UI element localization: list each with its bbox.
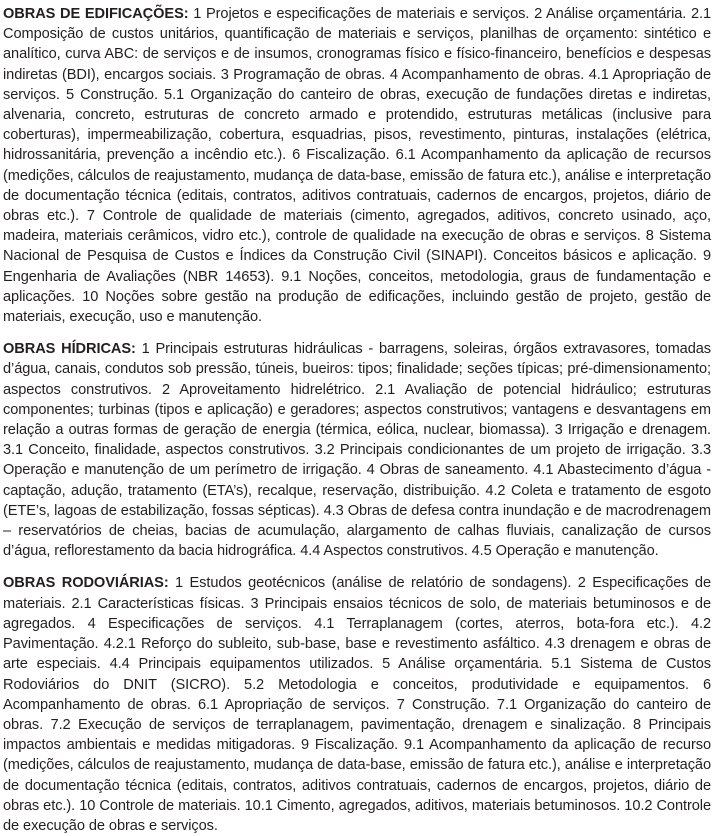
section-obras-rodoviarias — [3, 573, 711, 836]
section-body: 1 Projetos e especificações de materiais e serviços. 2 Análise orçamentária. 2.1 Composição de custos unitários, quantificação de materiais e serviços, planilhas de orçamento: sintético e analítico, curva ABC: de serviços e de insumos, cronogramas físico e físico-financeiro, benefícios e despesas indiretas (BDI), encargos sociais. 3 Programação de obras. 4 Acompanhamento de obras. 4.1 Apropriação de serviços. 5 Construção. 5.1 Organização do canteiro de obras, execução de fundações diretas e indiretas, alvenaria, concreto, estruturas de concreto armado e protendido, estruturas metálicas (inclusive para coberturas), impermeabilização, cobertura, esquadrias, pisos, revestimento, pinturas, instalações (elétrica, hidrossanitária, prevenção a incêndio etc.). 6 Fiscalização. 6.1 Acompanhamento da aplicação de recursos (medições, cálculos de reajustamento, mudança de data-base, emissão de fatura etc.), análise e interpretação de documentação técnica (editais, contratos, aditivos contratuais, cadernos de encargos, projetos, diário de obras etc.). 7 Controle de qualidade de materiais (cimento, agregados, aditivos, concreto usinado, aço, madeira, materiais cerâmicos, vidro etc.), controle de qualidade na execução de obras e serviços. 8 Sistema Nacional de Pesquisa de Custos e Índices da Construção Civil (SINAPI). Conceitos básicos e aplicação. 9 Engenharia de Avaliações (NBR 14653). 9.1 Noções, conceitos, metodologia, graus de fundamentação e aplicações. 10 Noções sobre gestão na produção de edificações, incluindo gestão de projeto, gestão de materiais, execução, uso e manutenção. — [3, 6, 712, 326]
section-body: 1 Estudos geotécnicos (análise de relatório de sondagens). 2 Especificações de materiais. 2.1 Características físicas. 3 Principais ensaios técnicos de solo, de materiais betuminosos e de agregados. 4 Especificações de serviços. 4.1 Terraplanagem (cortes, aterros, bota-fora etc.). 4.2 Pavimentação. 4.2.1 Reforço do subleito, sub-base, base e revestimento asfáltico. 4.3 drenagem e obras de arte especiais. 4.4 Principais equipamentos utilizados. 5 Análise orçamentária. 5.1 Sistema de Custos Rodoviários do DNIT (SICRO). 5.2 Metodologia e conceitos, produtividade e equipamentos. 6 Acompanhamento de obras. 6.1 Apropriação de serviços. 7 Construção. 7.1 Organização do canteiro de obras. 7.2 Execução de serviços de terraplanagem, pavimentação, drenagem e sinalização. 8 Principais impactos ambientais e medidas mitigadoras. 9 Fiscalização. 9.1 Acompanhamento da aplicação de recurso (medições, cálculos de reajustamento, mudança de data-base, emissão de fatura etc.), análise e interpretação de documentação técnica (editais, contratos, aditivos contratuais, cadernos de encargos, projetos, diário de obras etc.). 10 Controle de materiais. 10.1 Cimento, agregados, aditivos, materiais betuminosos. 10.2 Controle de execução de obras e serviços. — [3, 575, 712, 834]
section-heading: OBRAS RODOVIÁRIAS: — [3, 575, 169, 592]
section-heading: OBRAS HÍDRICAS: — [3, 341, 136, 358]
section-body: 1 Principais estruturas hidráulicas - barragens, soleiras, órgãos extravasores, tomadas d’água, canais, condutos sob pressão, túneis, bueiros: tipos; finalidade; seções típicas; pré-dimensionamento; aspectos construtivos. 2 Aproveitamento hidrelétrico. 2.1 Avaliação de potencial hidráulico; estruturas componentes; turbinas (tipos e aplicação) e geradores; aspectos construtivos; vantagens e desvantagens em relação a outras formas de geração de energia (térmica, eólica, nuclear, biomassa). 3 Irrigação e drenagem. 3.1 Conceito, finalidade, aspectos construtivos. 3.2 Principais condicionantes de um projeto de irrigação. 3.3 Operação e manutenção de um perímetro de irrigação. 4 Obras de saneamento. 4.1 Abastecimento d’água - captação, adução, tratamento (ETA’s), recalque, reservação, distribuição. 4.2 Coleta e tratamento de esgoto (ETE’s, lagoas de estabilização, fossas sépticas). 4.3 Obras de defesa contra inundação e de macrodrenagem – reservatórios de cheias, bacias de acumulação, alargamento de calhas fluviais, canalização de cursos d’água, reflorestamento da bacia hidrográfica. 4.4 Aspectos construtivos. 4.5 Operação e manutenção. — [3, 341, 711, 560]
section-obras-de-edificacoes — [3, 4, 711, 327]
section-heading: OBRAS DE EDIFICAÇÕES: — [3, 6, 189, 22]
section-obras-hidricas — [3, 339, 711, 561]
